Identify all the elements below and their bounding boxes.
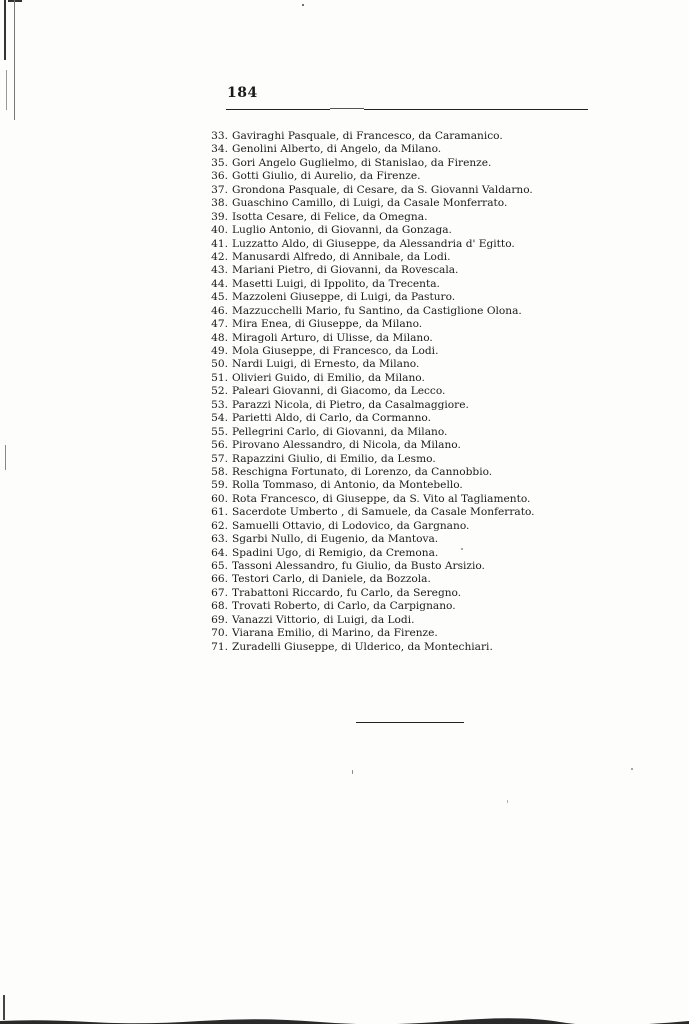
entry-number: 69. [211, 613, 228, 626]
list-item [208, 345, 568, 358]
list-item [208, 560, 568, 573]
entry-number: 62. [211, 519, 228, 532]
list-item [208, 224, 568, 237]
entry-number: 59. [211, 479, 228, 492]
list-item [208, 439, 568, 452]
list-item [208, 614, 568, 627]
entry-number: 54. [211, 412, 228, 425]
entry-text: Grondona Pasquale, di Cesare, da S. Giovanni Valdarno. [232, 183, 533, 196]
entry-text: Viarana Emilio, di Marino, da Firenze. [232, 627, 438, 640]
entry-text: Parietti Aldo, di Carlo, da Cormanno. [232, 412, 431, 425]
name-list [208, 130, 568, 654]
entry-text: Trovati Roberto, di Carlo, da Carpignano. [232, 600, 456, 613]
list-item [208, 385, 568, 398]
entry-number: 35. [211, 156, 228, 169]
entry-text: Trabattoni Riccardo, fu Carlo, da Seregno. [232, 586, 462, 599]
entry-number: 56. [211, 439, 228, 452]
list-item [208, 305, 568, 318]
entry-text: Pirovano Alessandro, di Nicola, da Milano. [232, 439, 461, 452]
entry-number: 46. [211, 304, 228, 317]
list-item [208, 211, 568, 224]
list-item [208, 600, 568, 613]
ink-speck [302, 4, 304, 6]
list-item [208, 412, 568, 425]
entry-text: Guaschino Camillo, di Luigi, da Casale Monferrato. [232, 197, 508, 210]
entry-number: 61. [211, 506, 228, 519]
entry-text: Mariani Pietro, di Giovanni, da Rovescala. [232, 264, 459, 277]
ink-speck [631, 768, 633, 770]
entry-number: 42. [211, 250, 228, 263]
entry-text: Zuradelli Giuseppe, di Ulderico, da Montechiari. [232, 640, 493, 653]
entry-text: Miragoli Arturo, di Ulisse, da Milano. [232, 331, 433, 344]
list-item [208, 426, 568, 439]
entry-number: 49. [211, 345, 228, 357]
entry-number: 34. [211, 143, 228, 156]
ink-speck [461, 548, 463, 550]
list-item [208, 264, 568, 277]
list-item [208, 466, 568, 479]
entry-number: 48. [211, 331, 228, 344]
list-item [208, 157, 568, 170]
entry-number: 37. [211, 183, 228, 196]
entry-number: 66. [211, 573, 228, 586]
list-item [208, 493, 568, 506]
list-item [208, 278, 568, 291]
list-item [208, 533, 568, 546]
entry-number: 63. [211, 533, 228, 546]
list-item [208, 573, 568, 586]
entry-number: 67. [211, 586, 228, 599]
entry-text: Isotta Cesare, di Felice, da Omegna. [232, 210, 428, 223]
entry-number: 40. [211, 224, 228, 237]
entry-text: Olivieri Guido, di Emilio, da Milano. [232, 371, 425, 384]
entry-number: 38. [211, 197, 228, 210]
list-item [208, 641, 568, 654]
header-rule-thin [330, 108, 364, 109]
list-item [208, 130, 568, 143]
list-item [208, 627, 568, 640]
entry-number: 71. [211, 640, 228, 653]
list-item [208, 332, 568, 345]
entry-text: Luzzatto Aldo, di Giuseppe, da Alessandria d' Egitto. [232, 237, 515, 250]
entry-number: 60. [211, 492, 228, 505]
entry-number: 36. [211, 170, 228, 183]
page-number: 184 [227, 85, 258, 101]
entry-text: Gori Angelo Guglielmo, di Stanislao, da Firenze. [232, 156, 492, 169]
entry-text: Mira Enea, di Giuseppe, da Milano. [232, 318, 423, 331]
entry-text: Genolini Alberto, di Angelo, da Milano. [232, 143, 442, 156]
entry-number: 50. [211, 358, 228, 371]
entry-text: Paleari Giovanni, di Giacomo, da Lecco. [232, 385, 446, 398]
list-item [208, 479, 568, 492]
header-rule-gap [330, 106, 364, 112]
entry-number: 70. [211, 627, 228, 640]
entry-text: Mazzoleni Giuseppe, di Luigi, da Pasturo. [232, 291, 456, 304]
entry-number: 43. [211, 264, 228, 277]
list-item [208, 251, 568, 264]
entry-number: 55. [211, 425, 228, 438]
entry-text: Tassoni Alessandro, fu Giulio, da Busto Arsizio. [232, 560, 485, 572]
list-item [208, 399, 568, 412]
entry-number: 33. [211, 130, 228, 142]
entry-number: 52. [211, 385, 228, 398]
entry-number: 47. [211, 318, 228, 331]
list-item [208, 318, 568, 331]
list-item [208, 547, 568, 560]
entry-number: 57. [211, 452, 228, 465]
entry-text: Gaviraghi Pasquale, di Francesco, da Caramanico. [232, 130, 503, 142]
entry-text: Mazzucchelli Mario, fu Santino, da Castiglione Olona. [232, 304, 522, 317]
entry-number: 45. [211, 291, 228, 304]
scan-bottom-edge [0, 1016, 689, 1024]
ink-speck [507, 800, 508, 803]
list-item [208, 520, 568, 533]
end-rule [356, 722, 464, 723]
entry-text: Rapazzini Giulio, di Emilio, da Lesmo. [232, 452, 436, 465]
entry-text: Sacerdote Umberto , di Samuele, da Casale Monferrato. [232, 506, 535, 519]
list-item [208, 587, 568, 600]
entry-number: 44. [211, 277, 228, 290]
list-item [208, 358, 568, 371]
entry-text: Rota Francesco, di Giuseppe, da S. Vito al Tagliamento. [232, 492, 531, 505]
entry-text: Vanazzi Vittorio, di Luigi, da Lodi. [232, 613, 415, 626]
ink-speck [352, 770, 353, 774]
list-item [208, 170, 568, 183]
entry-text: Mola Giuseppe, di Francesco, da Lodi. [232, 345, 439, 357]
list-item [208, 197, 568, 210]
list-item [208, 453, 568, 466]
list-item [208, 143, 568, 156]
entry-text: Manusardi Alfredo, di Annibale, da Lodi. [232, 250, 451, 263]
entry-text: Nardi Luigi, di Ernesto, da Milano. [232, 358, 420, 371]
entry-text: Masetti Luigi, di Ippolito, da Trecenta. [232, 277, 440, 290]
entry-number: 39. [211, 210, 228, 223]
entry-text: Reschigna Fortunato, di Lorenzo, da Cannobbio. [232, 465, 493, 478]
entry-number: 65. [211, 560, 228, 572]
entry-text: Gotti Giulio, di Aurelio, da Firenze. [232, 170, 421, 183]
entry-number: 64. [211, 546, 228, 559]
entry-number: 53. [211, 398, 228, 411]
entry-text: Samuelli Ottavio, di Lodovico, da Gargnano. [232, 519, 470, 532]
list-item [208, 291, 568, 304]
list-item [208, 506, 568, 519]
list-item [208, 184, 568, 197]
entry-text: Parazzi Nicola, di Pietro, da Casalmaggiore. [232, 398, 469, 411]
list-item [208, 238, 568, 251]
entry-text: Spadini Ugo, di Remigio, da Cremona. [232, 546, 439, 559]
entry-text: Luglio Antonio, di Giovanni, da Gonzaga. [232, 224, 452, 237]
entry-text: Sgarbi Nullo, di Eugenio, da Mantova. [232, 533, 439, 546]
entry-text: Pellegrini Carlo, di Giovanni, da Milano. [232, 425, 448, 438]
entry-text: Testori Carlo, di Daniele, da Bozzola. [232, 573, 431, 586]
entry-number: 58. [211, 465, 228, 478]
entry-number: 41. [211, 237, 228, 250]
entry-number: 68. [211, 600, 228, 613]
entry-number: 51. [211, 371, 228, 384]
entry-text: Rolla Tommaso, di Antonio, da Montebello. [232, 479, 463, 492]
scan-edge-artifact [0, 0, 26, 1024]
list-item [208, 372, 568, 385]
header-rule [226, 109, 588, 110]
